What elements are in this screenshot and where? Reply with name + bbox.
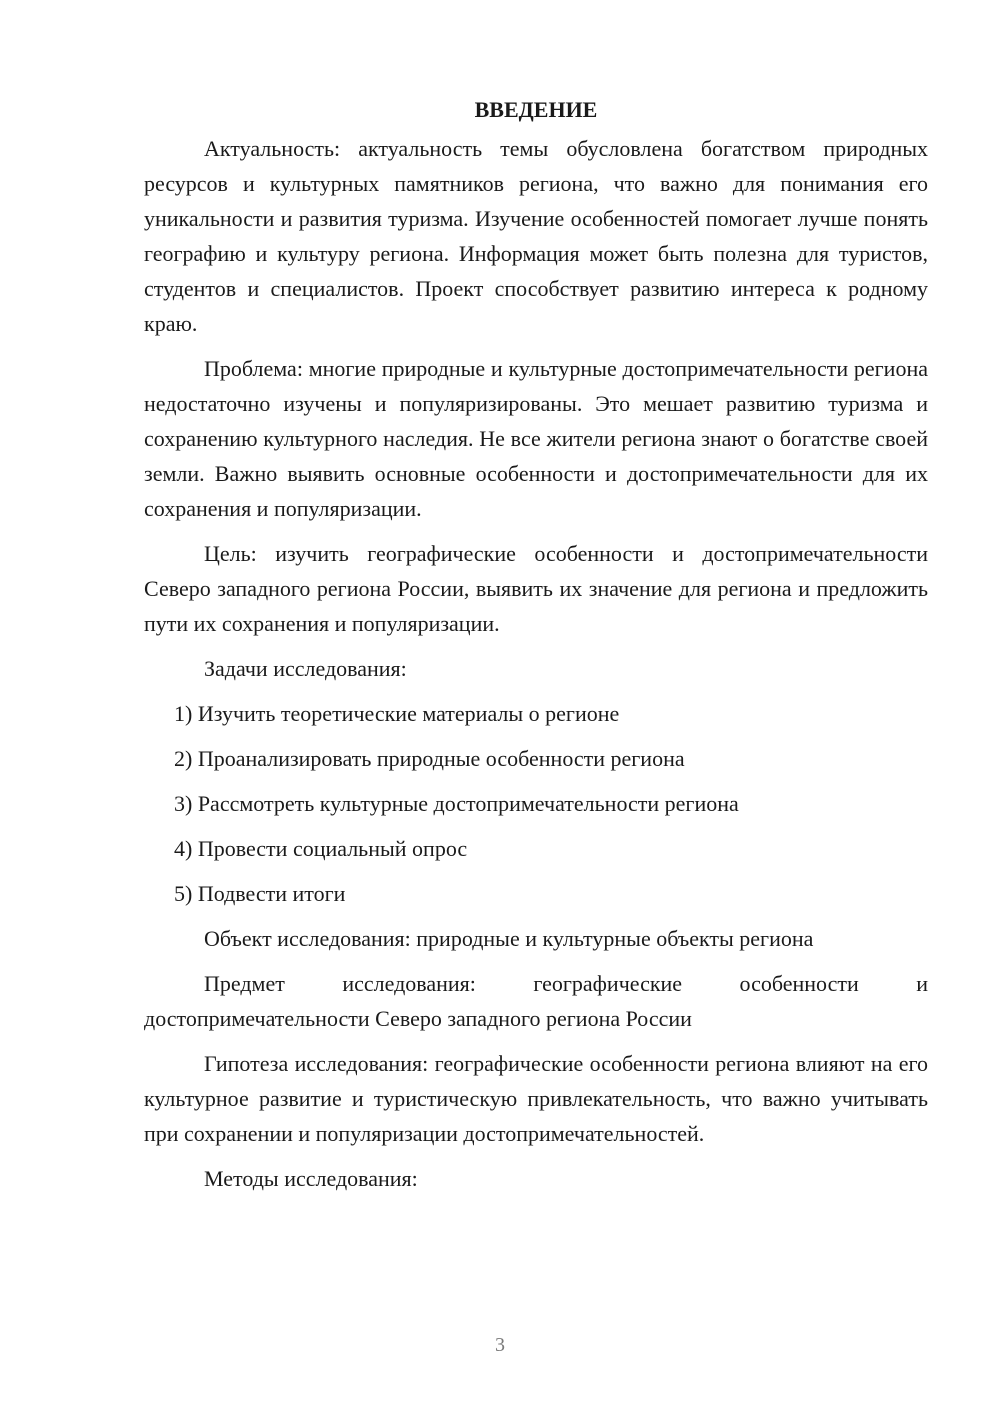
list-item: 1) Изучить теоретические материалы о регионе (174, 701, 620, 726)
tasks-list (144, 696, 928, 911)
methods-heading: Методы исследования: (204, 1166, 418, 1191)
list-item: 2) Проанализировать природные особенности региона (174, 746, 685, 771)
page-title: ВВЕДЕНИЕ (474, 97, 598, 122)
goal-paragraph: Цель: изучить географические особенности и достопримечательности Северо западного региона России, выявить их значение для региона и предложить пути их сохранения и популяризации. (144, 541, 928, 636)
list-item: 3) Рассмотреть культурные достопримечательности региона (174, 791, 739, 816)
page-number: 3 (495, 1334, 505, 1356)
object-paragraph: Объект исследования: природные и культурные объекты региона (204, 926, 814, 951)
subject-paragraph: Предмет исследования: географические особенности и достопримечательности Северо западного региона России (144, 971, 928, 1031)
list-item: 5) Подвести итоги (174, 881, 346, 906)
list-item: 4) Провести социальный опрос (174, 836, 468, 861)
hypothesis-paragraph: Гипотеза исследования: географические особенности региона влияют на его культурное развитие и туристическую привлекательность, что важно учитывать при сохранении и популяризации достопримечательностей. (144, 1051, 928, 1146)
problem-paragraph: Проблема: многие природные и культурные достопримечательности региона недостаточно изучены и популяризированы. Это мешает развитию туризма и сохранению культурного наследия. Не все жители региона знают о богатстве своей земли. Важно выявить основные особенности и достопримечательности для их сохранения и популяризации. (144, 356, 928, 521)
relevance-paragraph: Актуальность: актуальность темы обусловлена богатством природных ресурсов и культурных памятников региона, что важно для понимания его уникальности и развития туризма. Изучение особенностей помогает лучше понять географию и культуру региона. Информация может быть полезна для туристов, студентов и специалистов. Проект способствует развитию интереса к родному краю. (144, 136, 928, 336)
tasks-heading: Задачи исследования: (204, 656, 407, 681)
page-content (144, 92, 928, 1206)
